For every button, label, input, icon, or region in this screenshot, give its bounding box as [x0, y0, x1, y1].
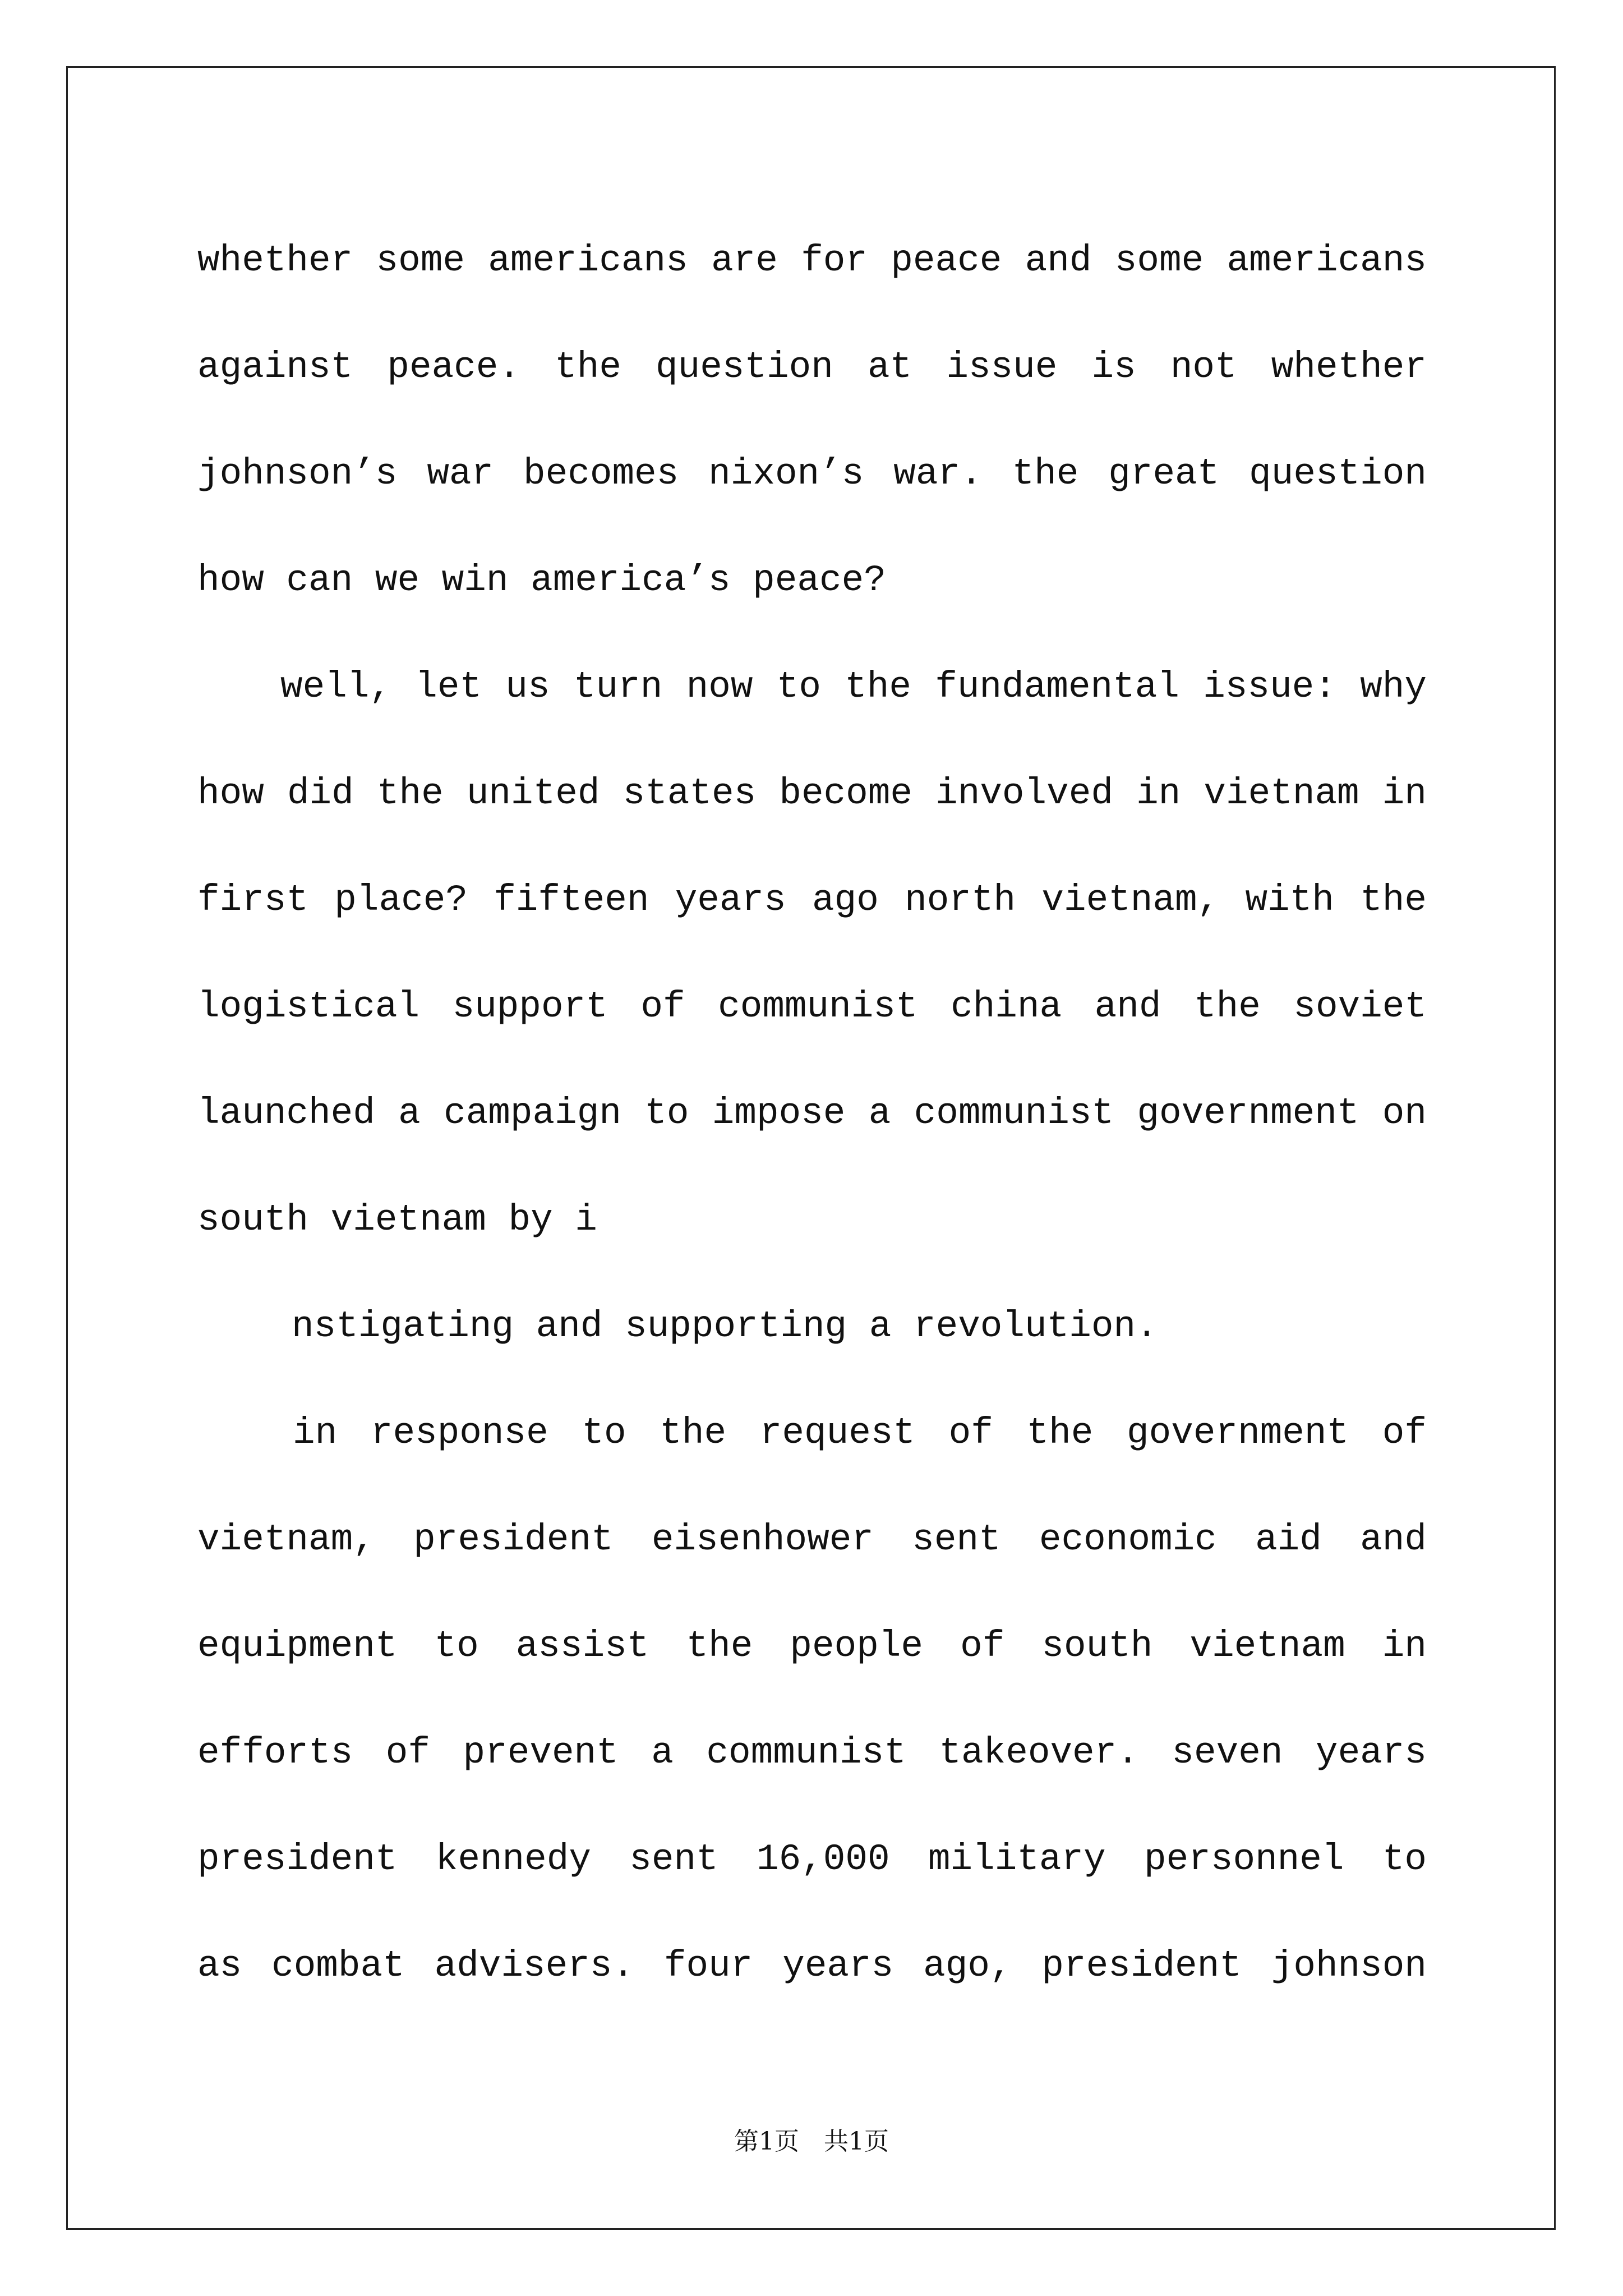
text-line-5: well, let us turn now to the fundamental issue: why: [280, 666, 1427, 708]
text-line-17: as combat advisers. four years ago, president johnson: [197, 1945, 1427, 1987]
text-line-10: south vietnam by i: [197, 1199, 597, 1241]
text-line-1: whether some americans are for peace and some americans: [197, 240, 1427, 282]
text-line-12: in response to the request of the government of: [293, 1412, 1427, 1454]
page-number-footer: 第1页 共1页: [734, 2127, 889, 2156]
text-line-16: president kennedy sent 16,000 military personnel to: [197, 1838, 1427, 1880]
text-line-2: against peace. the question at issue is not whether: [197, 346, 1427, 388]
text-line-8: logistical support of communist china and the soviet: [197, 986, 1427, 1028]
document-body: [197, 208, 1427, 2019]
text-line-6: how did the united states become involved in vietnam in: [197, 772, 1427, 815]
text-line-13: vietnam, president eisenhower sent economic aid and: [197, 1519, 1427, 1561]
text-line-14: equipment to assist the people of south vietnam in: [197, 1625, 1427, 1667]
text-line-15: efforts of prevent a communist takeover. seven years: [197, 1732, 1427, 1774]
text-line-9: launched a campaign to impose a communist government on: [197, 1092, 1427, 1134]
text-line-3: johnson’s war becomes nixon’s war. the great question: [197, 453, 1427, 495]
text-line-7: first place? fifteen years ago north vietnam, with the: [197, 879, 1427, 921]
text-line-4: how can we win america’s peace?: [197, 559, 886, 601]
text-line-11: nstigating and supporting a revolution.: [292, 1305, 1158, 1347]
